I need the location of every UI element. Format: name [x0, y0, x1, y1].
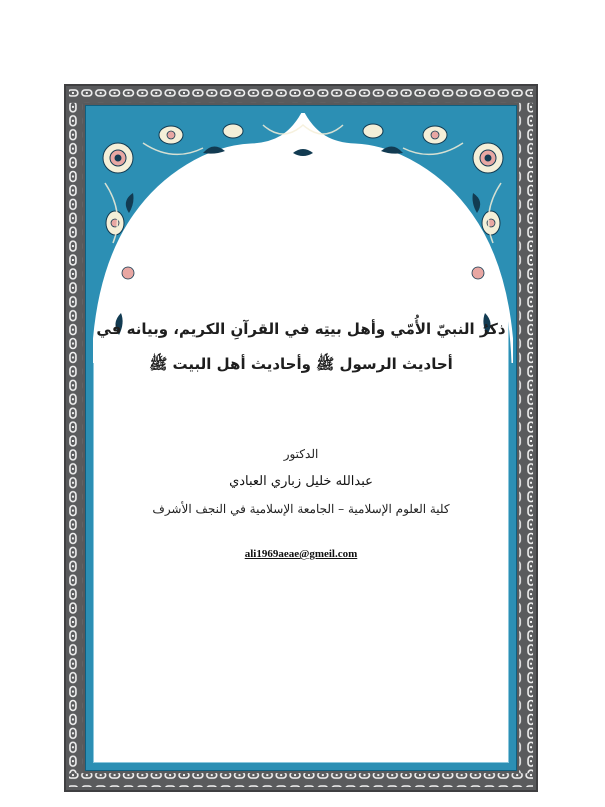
title-page-content	[64, 84, 538, 792]
author-name: عبدالله خليل زباري العبادي	[229, 474, 373, 489]
book-title-line1: ذكرُ النبيّ الأُمّي وأهل بيتِه في القرآنِ الكريم، وبيانه في	[96, 320, 506, 338]
author-affiliation: كلية العلوم الإسلامية – الجامعة الإسلامية في النجف الأشرف	[152, 502, 450, 516]
book-title-line2: أحاديث الرسول ﷺ وأحاديث أهل البيت ﷺ	[149, 355, 453, 373]
author-role: الدكتور	[283, 447, 319, 461]
author-email-link[interactable]: ali1969aeae@gmeil.com	[244, 548, 358, 560]
